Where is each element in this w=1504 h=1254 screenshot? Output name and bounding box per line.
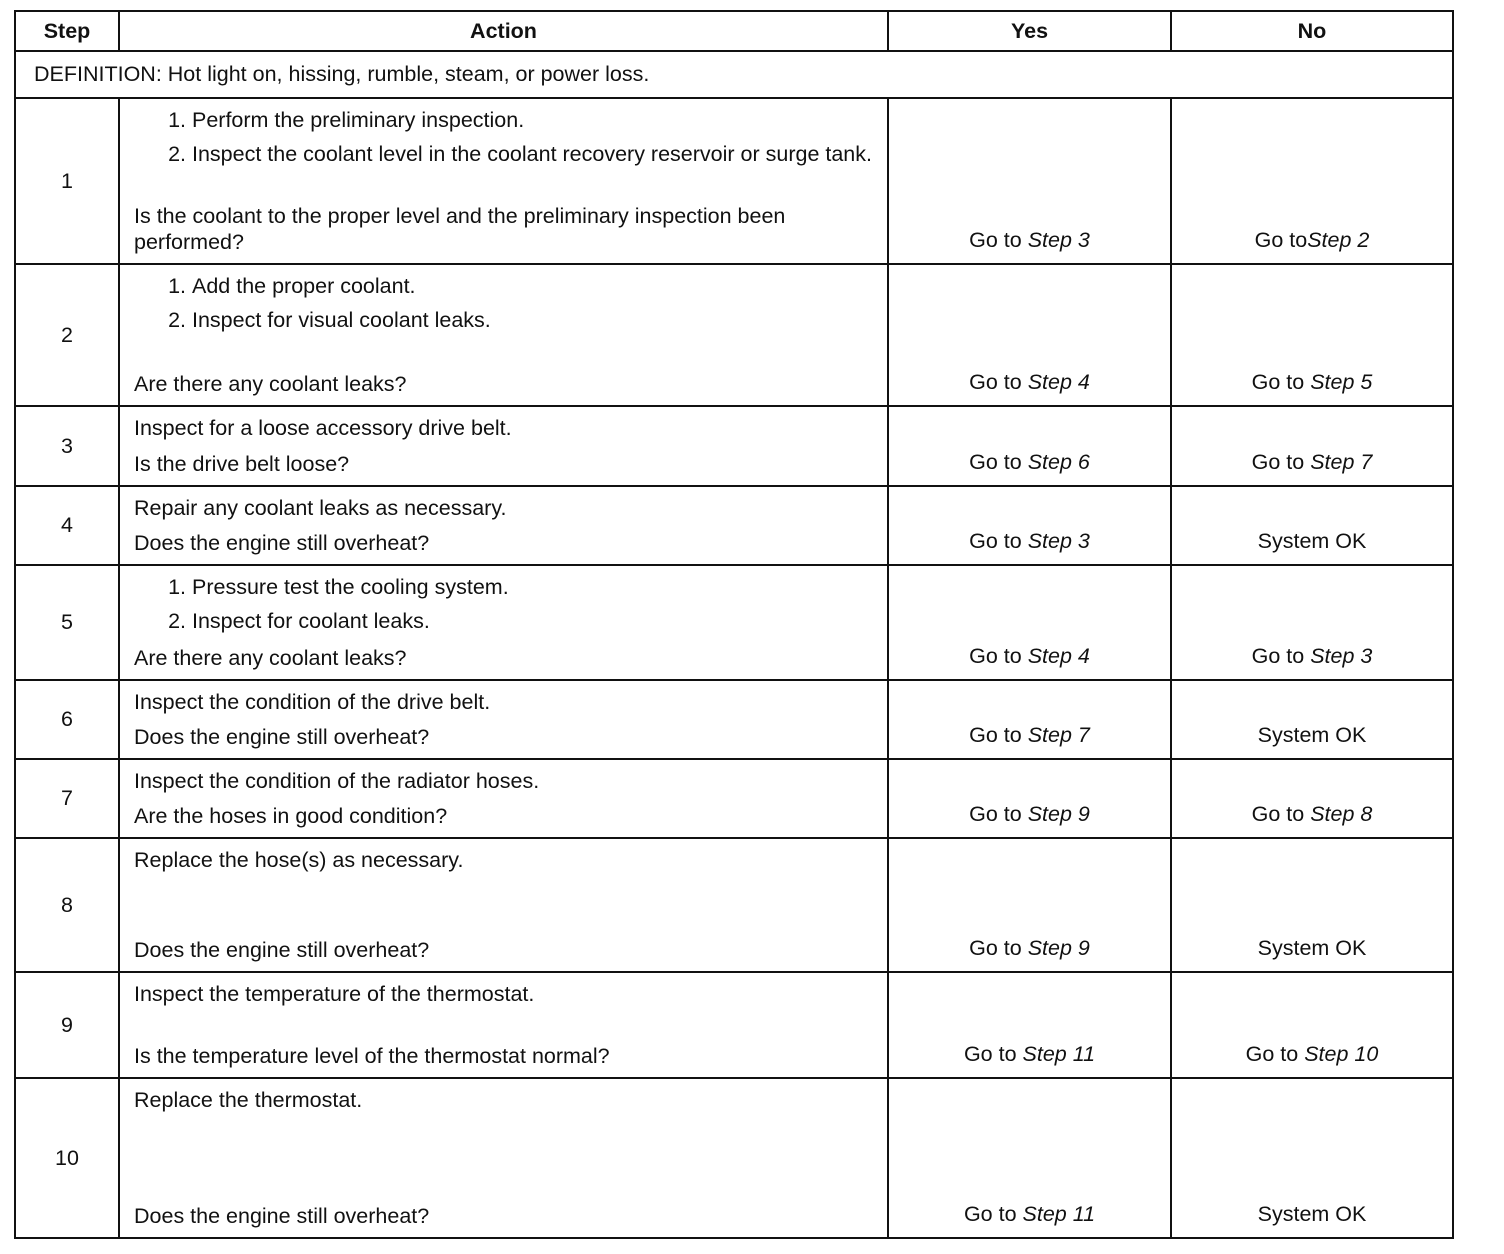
no-result xyxy=(1171,838,1453,972)
no-result xyxy=(1171,972,1453,1078)
table-row xyxy=(15,838,1453,972)
action-step-item: 1. Pressure test the cooling system. xyxy=(192,574,873,600)
no-result xyxy=(1171,1078,1453,1238)
action-question: Does the engine still overheat? xyxy=(134,725,430,749)
no-result xyxy=(1171,98,1453,264)
yes-step-ref: Step 7 xyxy=(1027,723,1090,747)
no-step-ref: Step 8 xyxy=(1310,802,1373,826)
header-no: No xyxy=(1171,11,1453,51)
yes-step-ref: Step 9 xyxy=(1027,936,1090,960)
step-number: 9 xyxy=(15,972,119,1078)
yes-result-text: Go to xyxy=(963,1202,1023,1226)
step-number: 8 xyxy=(15,838,119,972)
header-action: Action xyxy=(119,11,888,51)
action-cell xyxy=(119,1078,888,1238)
table-row xyxy=(15,565,1453,680)
yes-result xyxy=(888,972,1171,1078)
step-number: 3 xyxy=(15,406,119,486)
no-result-text: Go to xyxy=(1251,802,1311,826)
action-statement: Replace the hose(s) as necessary. xyxy=(134,848,464,872)
yes-result xyxy=(888,486,1171,565)
table-row xyxy=(15,406,1453,486)
action-step-item: 2. Inspect the coolant level in the coolant recovery reservoir or surge tank. xyxy=(192,141,873,167)
no-result xyxy=(1171,406,1453,486)
action-question: Does the engine still overheat? xyxy=(134,938,430,962)
no-step-ref: Step 7 xyxy=(1310,450,1373,474)
header-step: Step xyxy=(15,11,119,51)
yes-step-ref: Step 3 xyxy=(1027,228,1090,252)
action-question: Does the engine still overheat? xyxy=(134,531,430,555)
header-yes: Yes xyxy=(888,11,1171,51)
action-cell xyxy=(119,486,888,565)
no-result-text: System OK xyxy=(1257,529,1367,553)
yes-result xyxy=(888,406,1171,486)
step-number: 1 xyxy=(15,98,119,264)
action-step-item: 1. Add the proper coolant. xyxy=(192,273,873,299)
yes-step-ref: Step 11 xyxy=(1022,1202,1096,1226)
action-cell xyxy=(119,680,888,759)
no-step-ref: Step 3 xyxy=(1310,644,1373,668)
action-question: Does the engine still overheat? xyxy=(134,1204,430,1228)
definition-text: DEFINITION: Hot light on, hissing, rumble, steam, or power loss. xyxy=(15,51,1453,98)
yes-step-ref: Step 4 xyxy=(1027,370,1090,394)
yes-step-ref: Step 9 xyxy=(1027,802,1090,826)
yes-result-text: Go to xyxy=(963,1042,1023,1066)
action-cell xyxy=(119,406,888,486)
table-row xyxy=(15,1078,1453,1238)
action-steps-list xyxy=(134,107,873,167)
no-result xyxy=(1171,486,1453,565)
yes-result xyxy=(888,1078,1171,1238)
header-row xyxy=(15,11,1453,51)
table-row xyxy=(15,972,1453,1078)
yes-result-text: Go to xyxy=(969,450,1028,474)
yes-result xyxy=(888,838,1171,972)
action-question: Are there any coolant leaks? xyxy=(134,646,407,670)
action-cell xyxy=(119,98,888,264)
no-result xyxy=(1171,680,1453,759)
step-number: 10 xyxy=(15,1078,119,1238)
yes-result xyxy=(888,98,1171,264)
no-result xyxy=(1171,565,1453,680)
yes-result xyxy=(888,264,1171,406)
action-question: Are the hoses in good condition? xyxy=(134,804,448,828)
table-row xyxy=(15,264,1453,406)
diagnostic-table xyxy=(14,10,1454,1239)
yes-result-text: Go to xyxy=(969,228,1028,252)
no-step-ref: Step 5 xyxy=(1310,370,1373,394)
definition-row xyxy=(15,51,1453,98)
yes-step-ref: Step 6 xyxy=(1027,450,1090,474)
action-cell xyxy=(119,565,888,680)
action-step-item: 2. Inspect for coolant leaks. xyxy=(192,608,873,634)
action-statement: Inspect the condition of the drive belt. xyxy=(134,690,491,714)
action-question: Is the coolant to the proper level and the preliminary inspection been performed? xyxy=(134,204,786,254)
no-step-ref: Step 2 xyxy=(1307,228,1370,252)
action-steps-list xyxy=(134,273,873,333)
no-result xyxy=(1171,264,1453,406)
no-result-text: Go to xyxy=(1251,370,1311,394)
table-row xyxy=(15,98,1453,264)
yes-result-text: Go to xyxy=(969,936,1028,960)
no-result-text: Go to xyxy=(1254,228,1308,252)
yes-result-text: Go to xyxy=(969,723,1028,747)
action-steps-list xyxy=(134,574,873,634)
action-statement: Repair any coolant leaks as necessary. xyxy=(134,496,507,520)
yes-result xyxy=(888,565,1171,680)
action-statement: Replace the thermostat. xyxy=(134,1088,363,1112)
action-question: Are there any coolant leaks? xyxy=(134,372,407,396)
yes-step-ref: Step 4 xyxy=(1027,644,1090,668)
step-number: 2 xyxy=(15,264,119,406)
no-result-text: Go to xyxy=(1251,450,1311,474)
action-statement: Inspect the condition of the radiator hoses. xyxy=(134,769,540,793)
step-number: 5 xyxy=(15,565,119,680)
table-row xyxy=(15,759,1453,838)
yes-result-text: Go to xyxy=(969,802,1028,826)
yes-result xyxy=(888,759,1171,838)
no-result-text: System OK xyxy=(1257,936,1367,960)
no-result-text: Go to xyxy=(1251,644,1311,668)
action-step-item: 2. Inspect for visual coolant leaks. xyxy=(192,307,873,333)
action-cell xyxy=(119,972,888,1078)
table-row xyxy=(15,680,1453,759)
action-statement: Inspect the temperature of the thermostat. xyxy=(134,982,535,1006)
action-cell xyxy=(119,838,888,972)
yes-step-ref: Step 11 xyxy=(1022,1042,1096,1066)
step-number: 6 xyxy=(15,680,119,759)
yes-result-text: Go to xyxy=(969,644,1028,668)
step-number: 7 xyxy=(15,759,119,838)
yes-result-text: Go to xyxy=(969,370,1028,394)
no-result-text: Go to xyxy=(1245,1042,1305,1066)
no-result-text: System OK xyxy=(1257,723,1367,747)
no-result-text: System OK xyxy=(1257,1202,1367,1226)
step-number: 4 xyxy=(15,486,119,565)
no-result xyxy=(1171,759,1453,838)
action-question: Is the temperature level of the thermostat normal? xyxy=(134,1044,610,1068)
action-statement: Inspect for a loose accessory drive belt. xyxy=(134,416,512,440)
no-step-ref: Step 10 xyxy=(1304,1042,1379,1066)
yes-result xyxy=(888,680,1171,759)
action-question: Is the drive belt loose? xyxy=(134,452,350,476)
action-cell xyxy=(119,264,888,406)
table-row xyxy=(15,486,1453,565)
action-cell xyxy=(119,759,888,838)
action-step-item: 1. Perform the preliminary inspection. xyxy=(192,107,873,133)
yes-result-text: Go to xyxy=(969,529,1028,553)
yes-step-ref: Step 3 xyxy=(1027,529,1090,553)
